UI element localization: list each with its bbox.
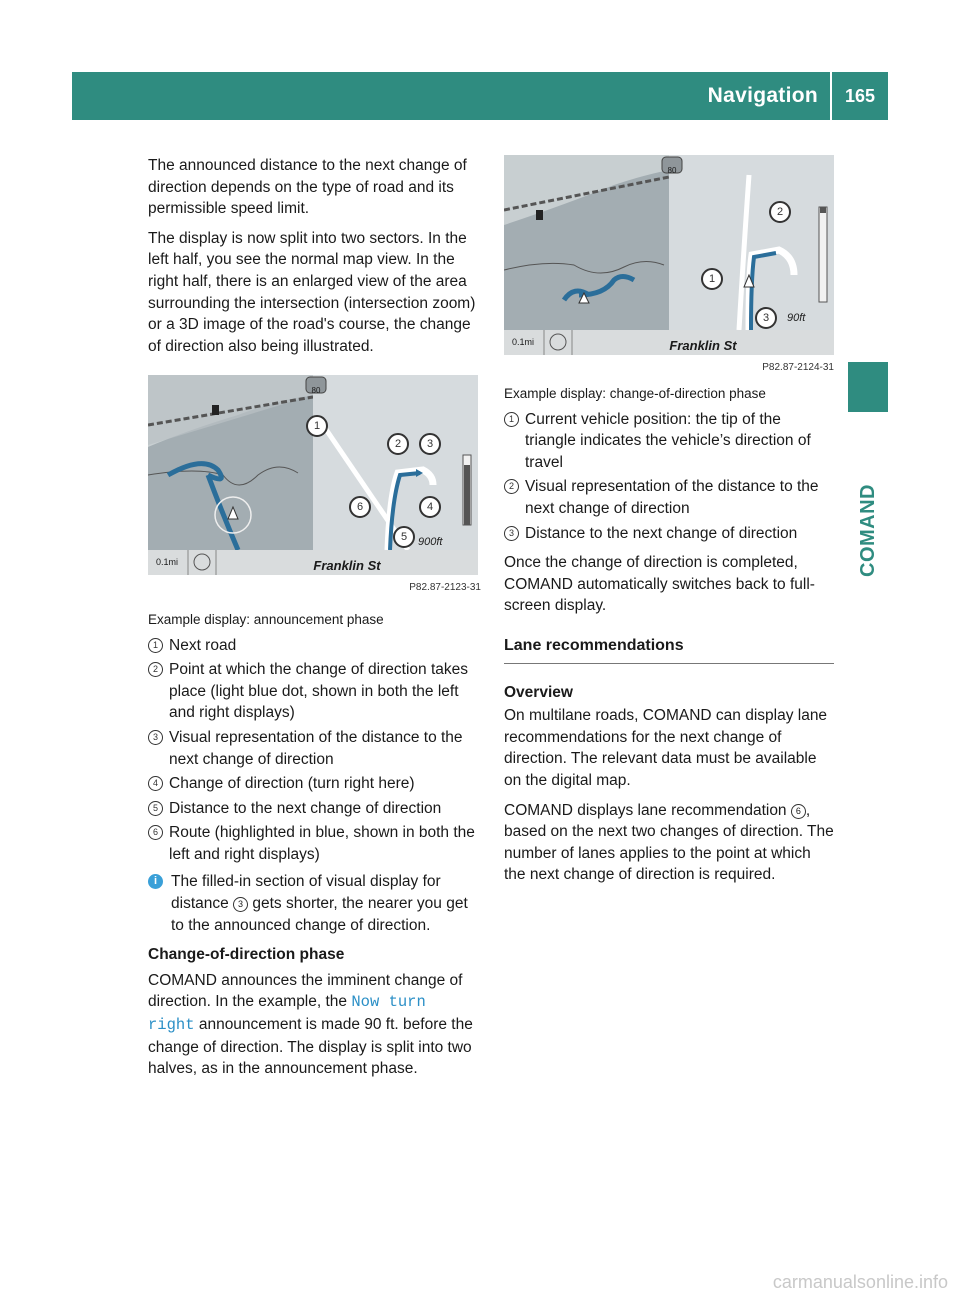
change-of-direction-map (504, 155, 834, 355)
right-figure-column (504, 155, 834, 389)
legend-number: 1 (504, 412, 519, 427)
legend-number: 2 (504, 479, 519, 494)
page-header (72, 72, 888, 120)
legend-number: 3 (148, 730, 163, 745)
legend-number: 3 (504, 526, 519, 541)
map-distance: 900ft (418, 536, 443, 549)
callout-1: 1 (701, 268, 723, 290)
legend-number: 4 (148, 776, 163, 791)
figure-caption: Example display: change-of-direction phase (504, 386, 766, 401)
side-tab (848, 362, 888, 412)
inline-ref-3: 3 (233, 897, 248, 912)
legend-text: Change of direction (turn right here) (169, 775, 415, 793)
callout-2: 2 (387, 433, 409, 455)
legend-item (148, 773, 481, 795)
legend-text: Visual representation of the distance to the next change of direction (525, 478, 819, 517)
callout-6: 6 (349, 496, 371, 518)
callout-1: 1 (306, 415, 328, 437)
info-icon: i (148, 874, 163, 889)
legend-item (504, 476, 834, 519)
change-of-direction-heading: Change-of-direction phase (148, 946, 345, 964)
legend-list (148, 635, 481, 866)
map-street-name: Franklin St (669, 338, 737, 353)
map-scale: 0.1mi (512, 337, 535, 347)
legend-item (148, 659, 481, 724)
map-scale: 0.1mi (156, 557, 179, 568)
fullscreen-paragraph: Once the change of direction is completed, COMAND automatically switches back to full-screen display. (504, 554, 815, 615)
legend-number: 6 (148, 825, 163, 840)
legend-text: Current vehicle position: the tip of the triangle indicates the vehicle’s direction of travel (525, 410, 811, 471)
overview-paragraph: On multilane roads, COMAND can display lane recommendations for the next change of direction. The relevant data must be available on the digital map. (504, 707, 828, 789)
road-shield-label: 80 (311, 386, 321, 396)
legend-text: Next road (169, 636, 237, 654)
legend-text: Point at which the change of direction takes place (light blue dot, shown in both the left and right displays) (169, 661, 468, 722)
callout-4: 4 (419, 496, 441, 518)
inline-ref-6: 6 (791, 804, 806, 819)
legend-item (504, 523, 834, 545)
legend-text: Route (highlighted in blue, shown in both the left and right displays) (169, 824, 475, 863)
callout-3: 3 (419, 433, 441, 455)
legend-item (148, 798, 481, 820)
legend-list (504, 409, 834, 545)
legend-item (148, 727, 481, 770)
map-distance: 90ft (787, 312, 806, 324)
legend-item (504, 409, 834, 474)
callout-2: 2 (769, 201, 791, 223)
legend-item (148, 822, 481, 865)
info-note (148, 871, 481, 936)
legend-text: Distance to the next change of direction (169, 799, 442, 817)
legend-text: Visual representation of the distance to the next change of direction (169, 728, 463, 768)
legend-number: 2 (148, 662, 163, 677)
lane-recommendations-heading: Lane recommendations (504, 635, 834, 664)
watermark: carmanualsonline.info (772, 1272, 948, 1292)
right-column (504, 383, 834, 894)
split-display-paragraph: The display is now split into two sectors. In the left half, you see the normal map view. In the right half, there is an enlarged view of the area surrounding the intersection (intersection zoom) or a 3D image of the road's course, the change of direction also being illustrated. (148, 229, 476, 355)
voice-announcement: Now turn right (148, 993, 426, 1035)
intro-paragraph: The announced distance to the next change of direction depends on the type of road and its permissible speed limit. (148, 157, 467, 218)
callout-5: 5 (393, 526, 415, 548)
page-number: 165 (844, 85, 876, 106)
left-column (148, 155, 481, 1088)
callout-3: 3 (755, 307, 777, 329)
legend-number: 5 (148, 801, 163, 816)
road-shield-label: 80 (667, 166, 677, 175)
info-text: The filled-in section of visual display for distance 3 gets shorter, the nearer you get to the announced change of direction. (171, 873, 468, 934)
overview-heading: Overview (504, 683, 573, 701)
legend-number: 1 (148, 638, 163, 653)
figure-code: P82.87-2123-31 (409, 582, 481, 594)
change-of-direction-figure (504, 155, 834, 379)
lane-paragraph: COMAND displays lane recommendation 6 , based on the next two changes of direction. The number of lanes applies to the point at which the next change of direction is required. (504, 801, 834, 884)
section-title: Navigation (707, 84, 818, 107)
change-of-direction-paragraph: COMAND announces the imminent change of direction. In the example, the Now turn right announcement is made 90 ft. before the change of direction. The display is split into two halves, as in the announcement phase. (148, 971, 473, 1078)
map-street-name: Franklin St (313, 558, 381, 574)
side-label (853, 420, 883, 640)
legend-text: Distance to the next change of direction (525, 524, 798, 542)
figure-code: P82.87-2124-31 (762, 362, 834, 373)
chapter-label: COMAND (856, 483, 879, 577)
figure-caption: Example display: announcement phase (148, 611, 384, 627)
announcement-figure (148, 375, 481, 599)
legend-item (148, 635, 481, 657)
